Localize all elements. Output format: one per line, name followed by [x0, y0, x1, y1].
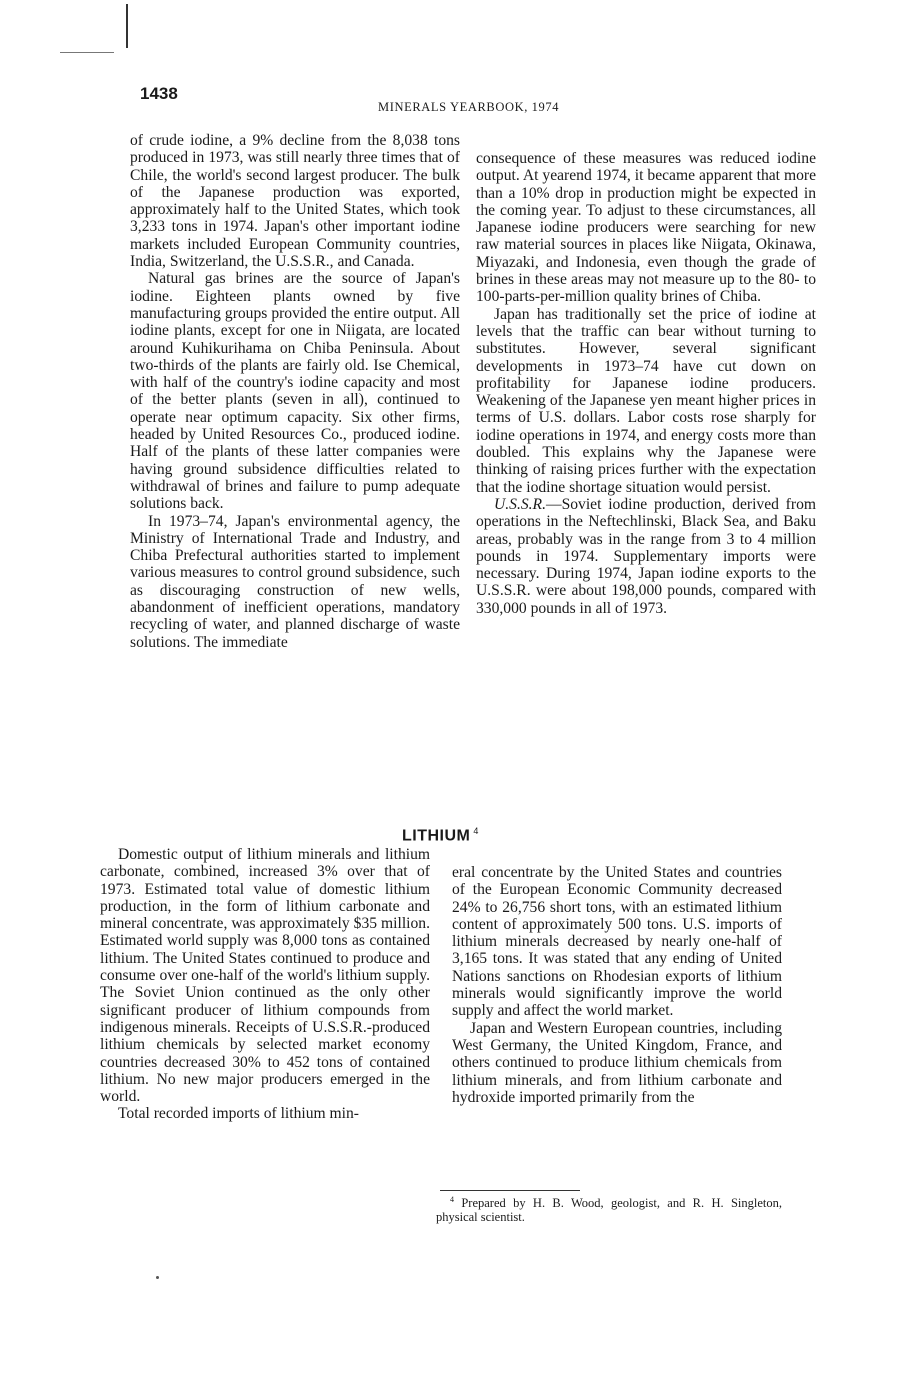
- paragraph: consequence of these measures was reduced iodine output. At yearend 1974, it became apparent that more than a 10% drop in production might be expected in the coming year. To adjust to these circumstances, all Japanese iodine producers were searching for new raw material sources in places like Niigata, Okinawa, Miyazaki, and Indonesia, even though the grade of brines in these areas may not measure up to the 80- to 100-parts-per-million quality brines of Chiba.: [476, 150, 816, 306]
- ussr-text: —Soviet iodine production, derived from operations in the Neftechlinski, Black Sea, and Baku areas, probably was in the range from 3 to 4 million pounds in 1974. Supplementary imports were necessary. During 1974, Japan iodine exports to the U.S.S.R. were about 198,000 pounds, compared with 330,000 pounds in all of 1973.: [476, 495, 816, 617]
- iodine-column-right: [476, 150, 816, 617]
- paragraph: of crude iodine, a 9% decline from the 8,038 tons produced in 1973, was still nearly three times that of Chile, the world's second largest producer. The bulk of the Japanese production was exported, approximately half to the United States, which took 3,233 tons in 1974. Japan's other important iodine markets included European Community countries, India, Switzerland, the U.S.S.R., and Canada.: [130, 132, 460, 271]
- paragraph: In 1973–74, Japan's environmental agency, the Ministry of International Trade and Industry, and Chiba Prefectural authorities started to implement various measures to control ground subsidence, such as discouraging construction of new wells, abandonment of inefficient operations, mandatory recycling of water, and planned discharge of waste solutions. The immediate: [130, 512, 460, 651]
- scan-speck: [156, 1276, 159, 1279]
- section-heading-lithium: [402, 826, 479, 845]
- footnote: [436, 1193, 782, 1224]
- scan-margin-line: [60, 52, 114, 53]
- paragraph: Japan has traditionally set the price of iodine at levels that the traffic can bear without turning to substitutes. However, several significant developments in 1973–74 have cut down on profitability for Japanese iodine producers. Weakening of the Japanese yen meant higher prices in terms of U.S. dollars. Labor costs rose sharply for iodine operations in 1974, and energy costs more than doubled. This explains why the Japanese were thinking of raising prices further with the expectation that the iodine shortage situation would persist.: [476, 305, 816, 496]
- footnote-ref: 4: [473, 826, 479, 836]
- paragraph: eral concentrate by the United States and countries of the European Economic Community decreased 24% to 26,756 short tons, with an estimated lithium content of approximately 500 tons. U.S. imports of lithium minerals decreased by nearly one-half of 3,165 tons. It was stated that any ending of United Nations sanctions on Rhodesian exports of lithium minerals would significantly improve the world supply and affect the world market.: [452, 864, 782, 1020]
- lithium-column-right: [452, 864, 782, 1106]
- footnote-rule: [440, 1190, 580, 1191]
- heading-text: LITHIUM: [402, 827, 471, 845]
- lithium-column-left: [100, 846, 430, 1123]
- paragraph-ussr: [476, 496, 816, 617]
- running-head: MINERALS YEARBOOK, 1974: [378, 100, 560, 114]
- paragraph: Natural gas brines are the source of Japan's iodine. Eighteen plants owned by five manufacturing groups provided the entire output. All iodine plants, except for one in Niigata, are located around Kuhikurihama on Chiba Peninsula. About two-thirds of the plants are fairly old. Ise Chemical, with half of the country's iodine capacity and most of the better plants (seven in all), continued to operate near optimum capacity. Six other firms, headed by United Resources Co., produced iodine. Half of the plants of these latter companies were having ground subsidence difficulties related to withdrawal of brines and failure to pump adequate solutions back.: [130, 270, 460, 513]
- scan-margin-mark: [126, 4, 128, 48]
- page-number: 1438: [140, 84, 178, 103]
- footnote-mark: 4: [450, 1195, 454, 1204]
- footnote-text: Prepared by H. B. Wood, geologist, and R. H. Singleton, physical scientist.: [436, 1196, 782, 1225]
- iodine-column-left: [130, 132, 460, 651]
- paragraph: Japan and Western European countries, including West Germany, the United Kingdom, France, and others continued to produce lithium chemicals from lithium minerals, and from lithium carbonate and hydroxide imported primarily from the: [452, 1019, 782, 1106]
- paragraph: Total recorded imports of lithium min-: [118, 1105, 359, 1123]
- ussr-label: U.S.S.R.: [494, 495, 546, 513]
- paragraph: Domestic output of lithium minerals and lithium carbonate, combined, increased 3% over that of 1973. Estimated total value of domestic lithium production, in the form of lithium carbonate and mineral concentrate, was approximately $35 million. Estimated world supply was 8,000 tons as contained lithium. The United States continued to produce and consume over one-half of the world's lithium supply. The Soviet Union continued as the only other significant producer of lithium compounds from indigenous minerals. Receipts of U.S.S.R.-produced lithium chemicals by selected market economy countries decreased 30% to 452 tons of contained lithium. No new major producers emerged in the world.: [100, 846, 430, 1106]
